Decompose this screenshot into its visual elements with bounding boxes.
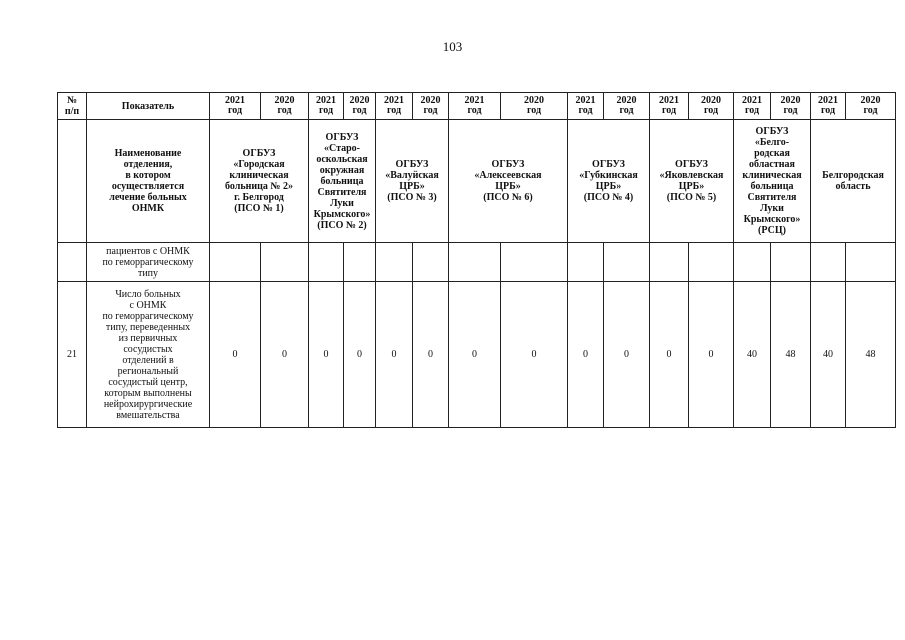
value-cell: 48 <box>771 282 811 428</box>
year-header: 2020 год <box>344 93 376 120</box>
empty-cell <box>650 243 689 282</box>
empty-cell <box>501 243 568 282</box>
year-header: 2021 год <box>449 93 501 120</box>
empty-cell <box>58 243 87 282</box>
empty-cell <box>449 243 501 282</box>
empty-cell <box>58 120 87 243</box>
data-row <box>58 282 896 428</box>
institution-cell: ОГБУЗ «Валуйская ЦРБ» (ПСО № 3) <box>376 120 449 243</box>
value-cell: 0 <box>210 282 261 428</box>
institution-cell: ОГБУЗ «Яковлевская ЦРБ» (ПСО № 5) <box>650 120 734 243</box>
value-cell: 40 <box>734 282 771 428</box>
year-header: 2021 год <box>376 93 413 120</box>
year-header: 2021 год <box>210 93 261 120</box>
value-cell: 0 <box>650 282 689 428</box>
empty-cell <box>734 243 771 282</box>
institution-row-label: Наименование отделения, в котором осуществляется лечение больных ОНМК <box>87 120 210 243</box>
year-header: 2021 год <box>734 93 771 120</box>
empty-cell <box>376 243 413 282</box>
year-header: 2020 год <box>604 93 650 120</box>
value-cell: 0 <box>604 282 650 428</box>
year-header: 2020 год <box>413 93 449 120</box>
institution-cell: ОГБУЗ «Губкинская ЦРБ» (ПСО № 4) <box>568 120 650 243</box>
row-number: 21 <box>58 282 87 428</box>
institution-cell: ОГБУЗ «Белго- родская областная клиническая больница Святителя Луки Крымского» (РСЦ) <box>734 120 811 243</box>
indicator-header: Показатель <box>87 93 210 120</box>
year-header: 2021 год <box>309 93 344 120</box>
institution-cell: ОГБУЗ «Городская клиническая больница № 2» г. Белгород (ПСО № 1) <box>210 120 309 243</box>
institution-cell: ОГБУЗ «Старо- оскольская окружная больница Святителя Луки Крымского» (ПСО № 2) <box>309 120 376 243</box>
data-table <box>57 92 896 428</box>
value-cell: 40 <box>811 282 846 428</box>
continuation-row <box>58 243 896 282</box>
year-header: 2020 год <box>689 93 734 120</box>
value-cell: 0 <box>689 282 734 428</box>
header-row <box>58 93 896 120</box>
page-number: 103 <box>442 39 463 54</box>
empty-cell <box>604 243 650 282</box>
empty-cell <box>309 243 344 282</box>
year-header: 2021 год <box>650 93 689 120</box>
empty-cell <box>568 243 604 282</box>
value-cell: 0 <box>413 282 449 428</box>
institution-cell: ОГБУЗ «Алексеевская ЦРБ» (ПСО № 6) <box>449 120 568 243</box>
empty-cell <box>261 243 309 282</box>
value-cell: 0 <box>568 282 604 428</box>
value-cell: 48 <box>846 282 896 428</box>
year-header: 2021 год <box>811 93 846 120</box>
value-cell: 0 <box>344 282 376 428</box>
empty-cell <box>413 243 449 282</box>
num-header: № п/п <box>58 93 87 120</box>
year-header: 2020 год <box>846 93 896 120</box>
value-cell: 0 <box>261 282 309 428</box>
empty-cell <box>771 243 811 282</box>
empty-cell <box>846 243 896 282</box>
empty-cell <box>210 243 261 282</box>
year-header: 2021 год <box>568 93 604 120</box>
empty-cell <box>344 243 376 282</box>
year-header: 2020 год <box>261 93 309 120</box>
value-cell: 0 <box>376 282 413 428</box>
year-header: 2020 год <box>501 93 568 120</box>
institution-row <box>58 120 896 243</box>
year-header: 2020 год <box>771 93 811 120</box>
value-cell: 0 <box>309 282 344 428</box>
value-cell: 0 <box>449 282 501 428</box>
row-indicator: Число больных с ОНМК по геморрагическому типу, переведенных из первичных сосудистых отделений в региональный сосудистый центр, которым выполнены нейрохирургические вмешательства <box>87 282 210 428</box>
empty-cell <box>811 243 846 282</box>
continuation-text: пациентов с ОНМК по геморрагическому типу <box>87 243 210 282</box>
value-cell: 0 <box>501 282 568 428</box>
empty-cell <box>689 243 734 282</box>
institution-cell: Белгородская область <box>811 120 896 243</box>
